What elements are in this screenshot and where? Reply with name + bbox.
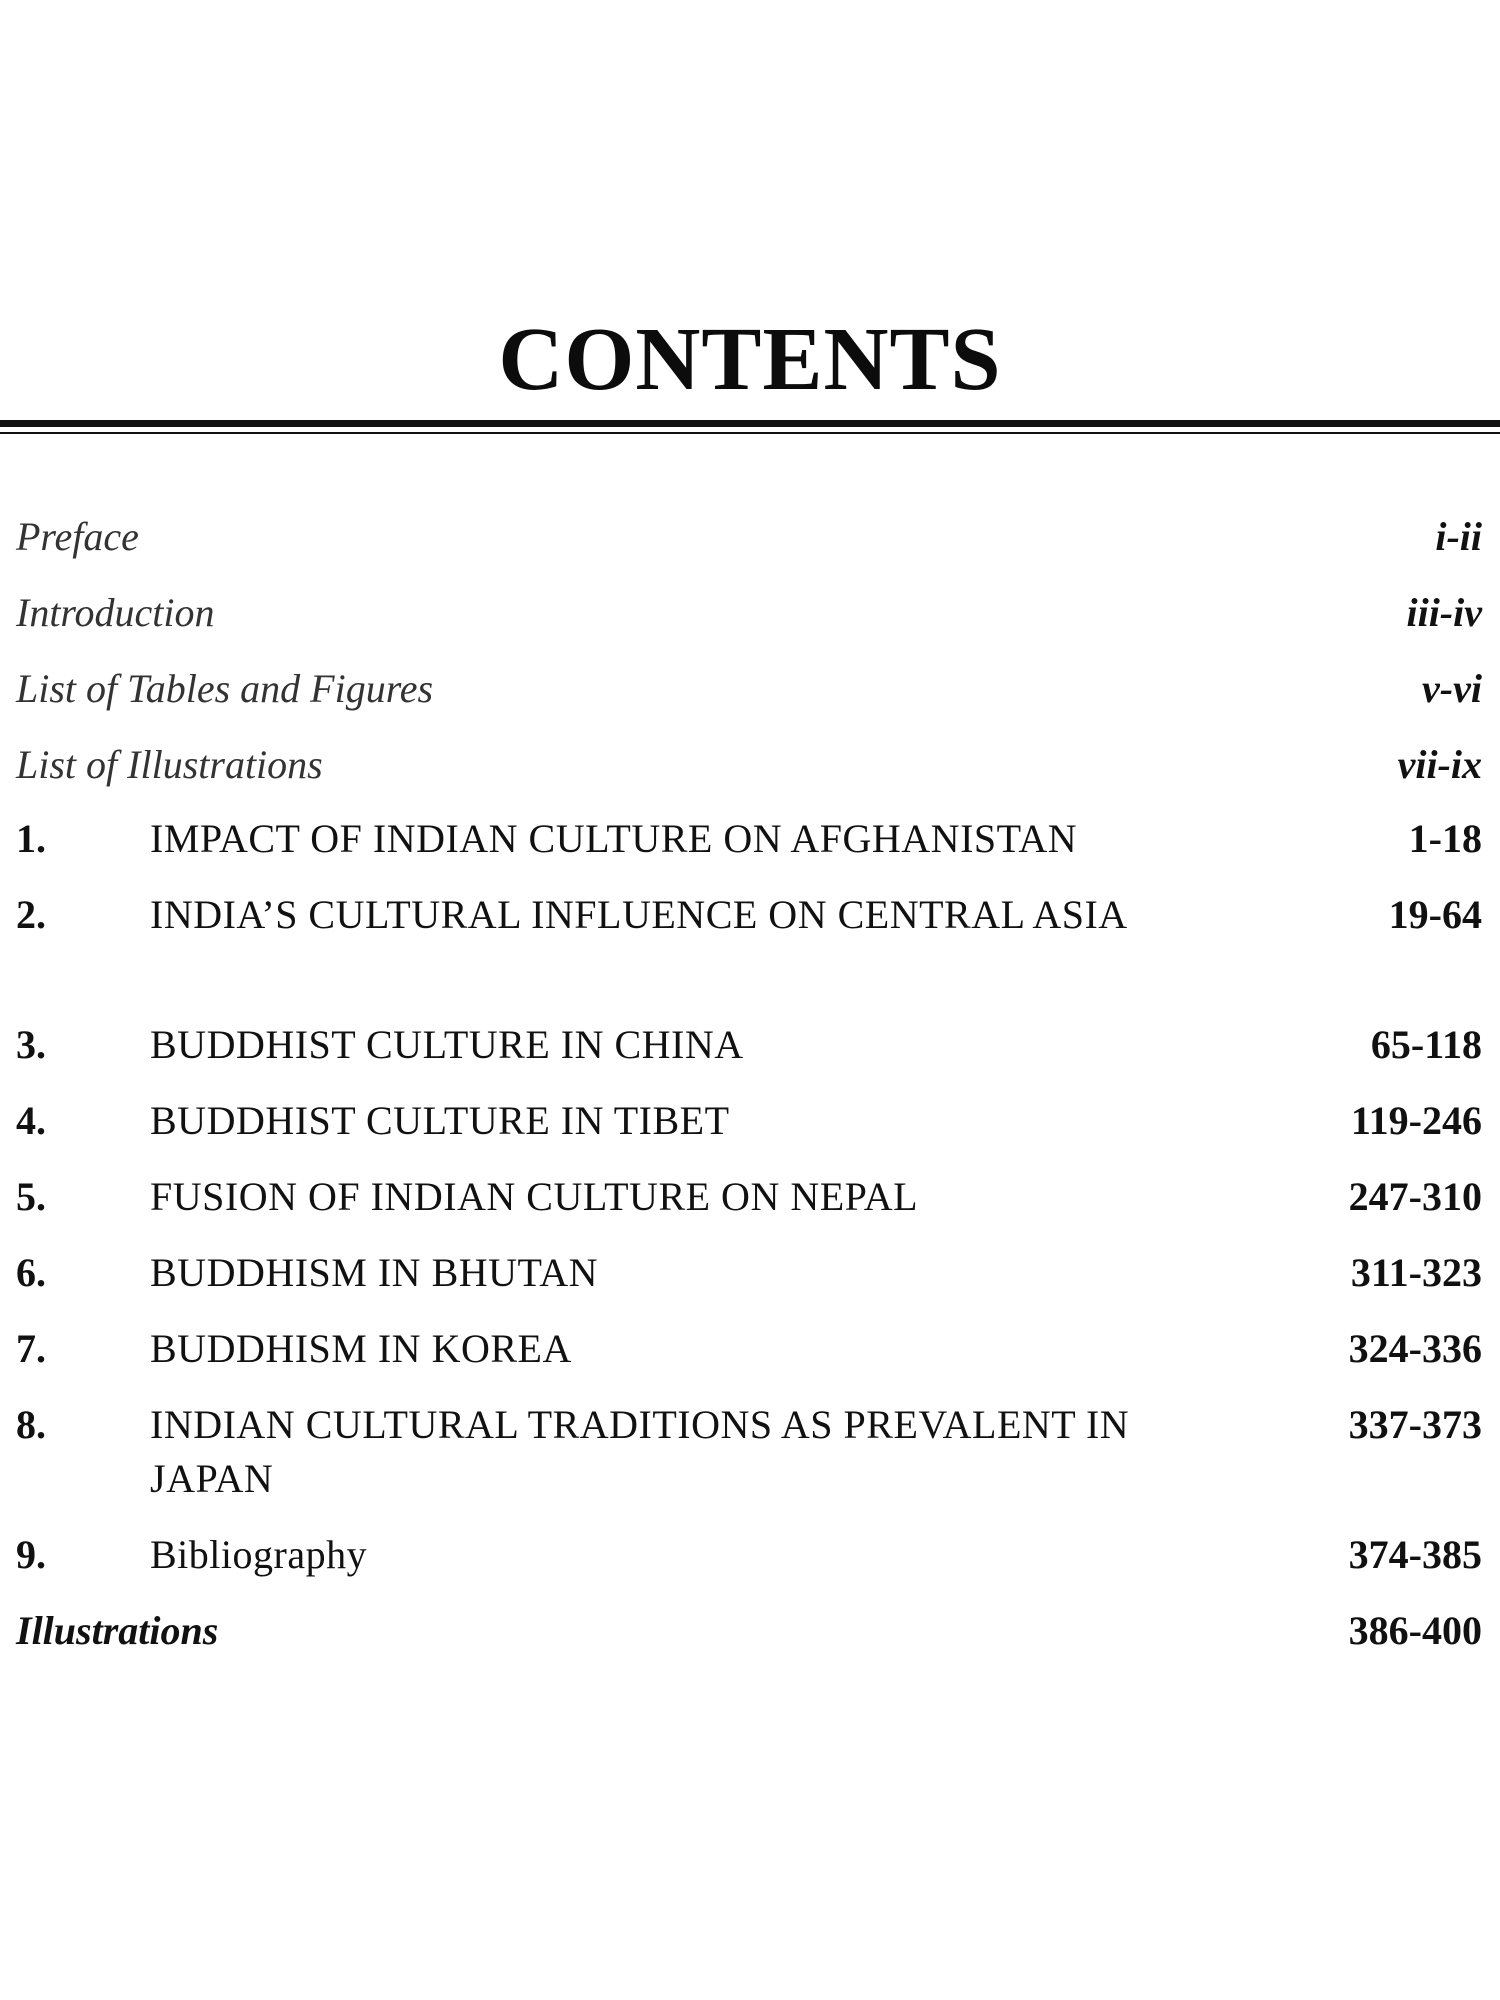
toc-chapter-pages: 19-64 (1388, 892, 1482, 937)
toc-entry-pages: v-vi (1422, 666, 1482, 711)
toc-chapter-pages: 337-373 (1348, 1402, 1482, 1447)
toc-chapter-number: 8. (16, 1402, 46, 1447)
toc-chapter-title: Bibliography (150, 1532, 368, 1577)
toc-chapter-title: IMPACT OF INDIAN CULTURE ON AFGHANISTAN (150, 816, 1078, 861)
toc-chapter-title: BUDDHIST CULTURE IN CHINA (150, 1022, 744, 1067)
toc-chapter-number: 9. (16, 1532, 46, 1577)
toc-entry-title: Illustrations (16, 1608, 219, 1653)
toc-entry-pages: iii-iv (1406, 590, 1482, 635)
toc-chapter-pages: 1-18 (1408, 816, 1482, 861)
toc-chapter-number: 5. (16, 1174, 46, 1219)
toc-chapter-title: INDIAN CULTURAL TRADITIONS AS PREVALENT IN JAPAN (150, 1402, 1130, 1501)
toc-chapter-pages: 119-246 (1350, 1098, 1482, 1143)
toc-chapter-title: INDIA’S CULTURAL INFLUENCE ON CENTRAL ASIA (150, 892, 1128, 937)
toc-chapter-number: 2. (16, 892, 46, 937)
toc-entry-title: List of Illustrations (16, 742, 323, 787)
toc-entry-title: List of Tables and Figures (16, 666, 434, 711)
toc-entry-pages: vii-ix (1397, 742, 1482, 787)
toc-entry-title: Preface (16, 514, 139, 559)
toc-chapter-number: 7. (16, 1326, 46, 1371)
toc-chapter-pages: 311-323 (1350, 1250, 1482, 1295)
toc-chapter-pages: 374-385 (1348, 1532, 1482, 1577)
toc-chapter-number: 6. (16, 1250, 46, 1295)
toc-chapter-title: BUDDHISM IN KOREA (150, 1326, 572, 1371)
toc-chapter-number: 3. (16, 1022, 46, 1067)
toc-chapter-title: BUDDHIST CULTURE IN TIBET (150, 1098, 730, 1143)
toc-entry-pages: 386-400 (1348, 1608, 1482, 1653)
toc-chapter-title: BUDDHISM IN BHUTAN (150, 1250, 599, 1295)
toc-entry-pages: i-ii (1435, 514, 1482, 559)
page-title: CONTENTS (498, 310, 1002, 409)
toc-chapter-pages: 324-336 (1348, 1326, 1482, 1371)
toc-chapter-pages: 247-310 (1348, 1174, 1482, 1219)
toc-entry-title: Introduction (16, 590, 215, 635)
toc-chapter-number: 4. (16, 1098, 46, 1143)
toc-chapter-title: FUSION OF INDIAN CULTURE ON NEPAL (150, 1174, 919, 1219)
toc-chapter-number: 1. (16, 816, 46, 861)
toc-chapter-pages: 65-118 (1370, 1022, 1482, 1067)
title-rule-thick (0, 420, 1500, 427)
title-rule-thin (0, 432, 1500, 434)
